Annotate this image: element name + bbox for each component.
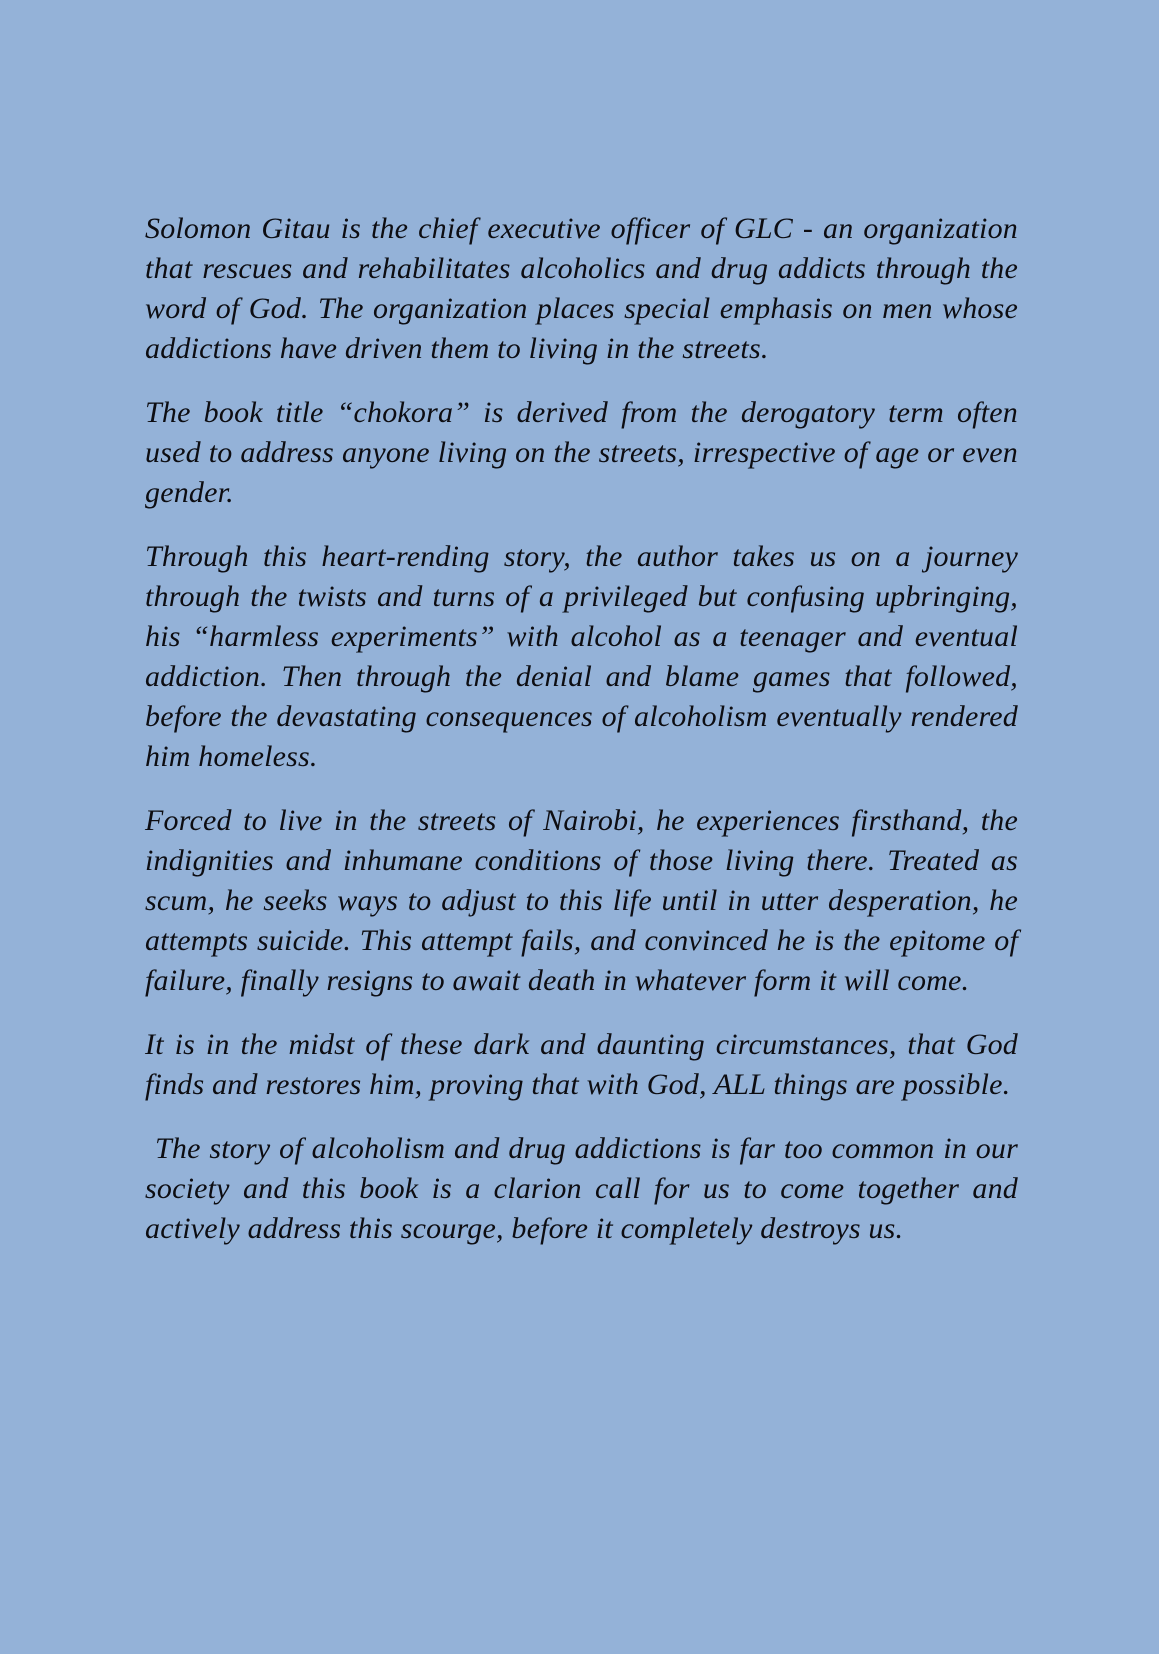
blurb-paragraph-streets: Forced to live in the streets of Nairobi, he experiences firsthand, the indignities and inhumane conditions of those living there. Treated as scum, he seeks ways to adjust to this life until in utter desperation, he attempts suicide. This attempt fails, and convinced he is the epitome of failure, finally resigns to await death in whatever form it will come. <box>145 804 1018 997</box>
back-cover-blurb <box>145 209 1018 1273</box>
blurb-paragraph-restoration: It is in the midst of these dark and daunting circumstances, that God finds and restores him, proving that with God, ALL things are possible. <box>145 1028 1018 1101</box>
blurb-paragraph-author: Solomon Gitau is the chief executive officer of GLC - an organization that rescues and rehabilitates alcoholics and drug addicts through the word of God. The organization places special emphasis on men whose addictions have driven them to living in the streets. <box>145 212 1018 365</box>
blurb-paragraph-call-to-action: The story of alcoholism and drug addictions is far too common in our society and this book is a clarion call for us to come together and actively address this scourge, before it completely destroys us. <box>145 1132 1018 1245</box>
blurb-paragraph-journey: Through this heart-rending story, the author takes us on a journey through the twists and turns of a privileged but confusing upbringing, his “harmless experiments” with alcohol as a teenager and eventual addiction. Then through the denial and blame games that followed, before the devastating consequences of alcoholism eventually rendered him homeless. <box>145 540 1018 773</box>
blurb-paragraph-title-origin: The book title “chokora” is derived from the derogatory term often used to address anyone living on the streets, irrespective of age or even gender. <box>145 396 1018 509</box>
